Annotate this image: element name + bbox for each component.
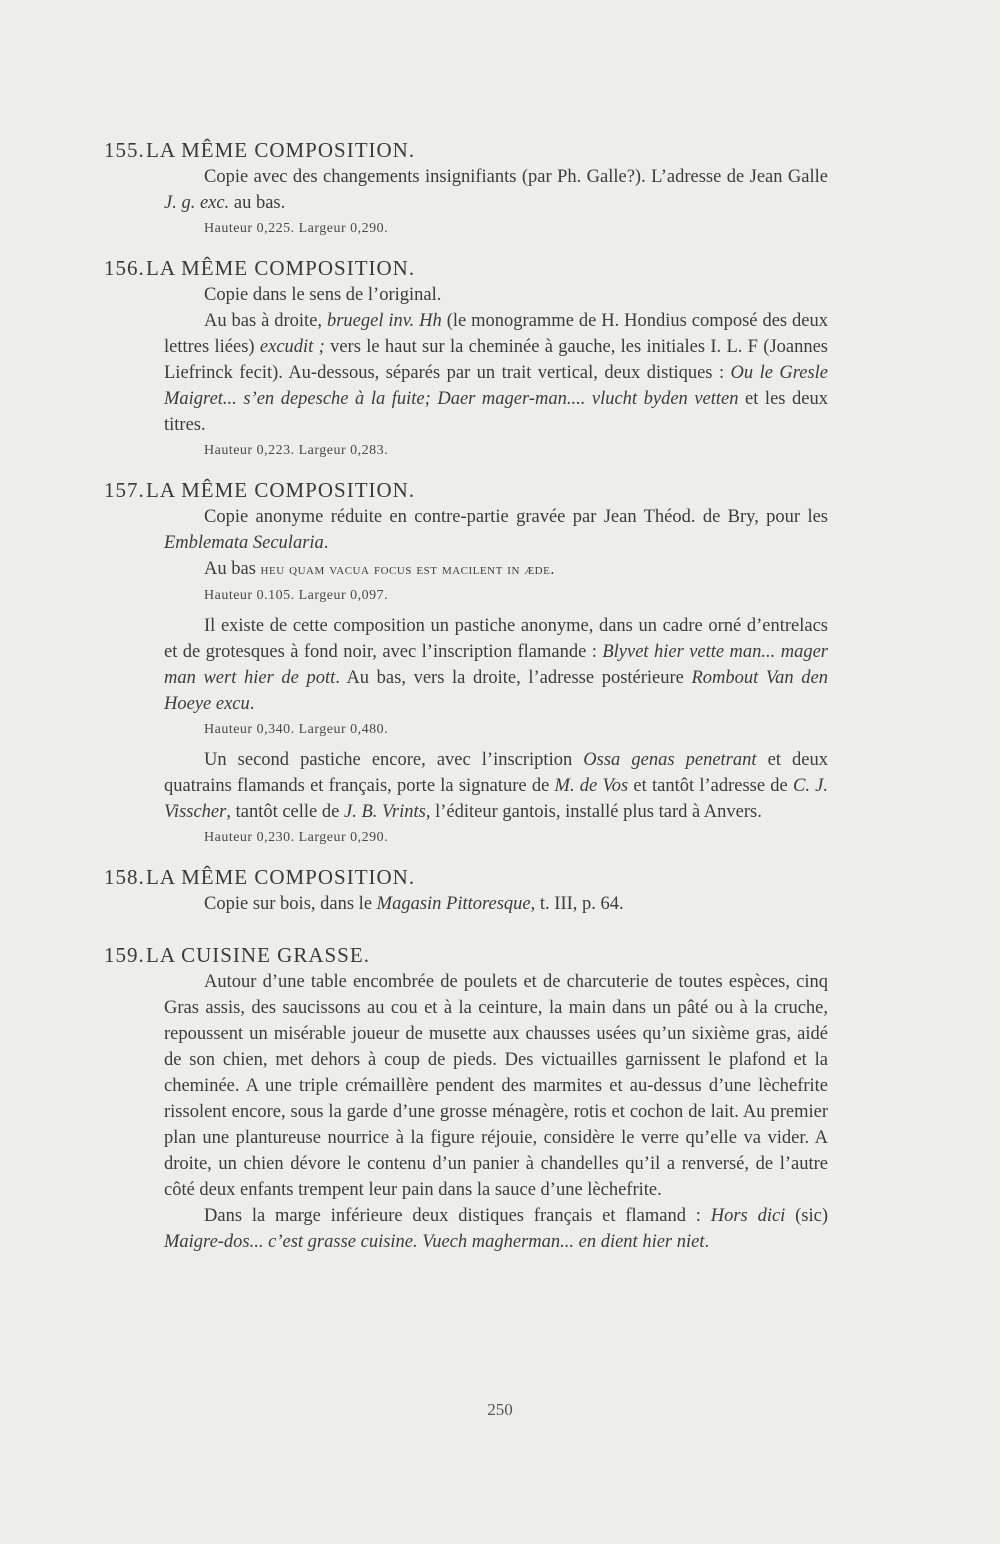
- italic-run: J. B. Vrints: [343, 802, 426, 822]
- text-run: , t. III, p. 64.: [530, 894, 624, 914]
- text-run: Il existe de cette composition un pastiche anonyme, dans un cadre orné d’entrelacs et de grotesques à fond noir, avec l’inscription flamande :: [164, 616, 828, 662]
- italic-run: bruegel inv. Hh: [326, 311, 442, 331]
- text-run: et les deux titres.: [164, 389, 828, 435]
- italic-run: Magasin Pittoresque: [376, 894, 531, 914]
- entry-paragraph: Copie dans le sens de l’original.: [204, 285, 442, 305]
- entry-heading: [104, 941, 828, 969]
- italic-run: Maigre-dos... c’est grasse cuisine. Vuech magherman... en dient hier niet: [164, 1232, 705, 1252]
- entry-heading: [104, 136, 828, 164]
- entry-paragraph: [164, 504, 828, 556]
- page-number: 250: [487, 1400, 513, 1419]
- italic-run: Ossa genas penetrant: [583, 750, 757, 770]
- dimensions: Hauteur 0,223. Largeur 0,283.: [204, 443, 389, 458]
- entry-title: LA MÊME COMPOSITION.: [146, 256, 416, 280]
- italic-run: Hors dici: [710, 1206, 786, 1226]
- dimensions: Hauteur 0,230. Largeur 0,290.: [204, 830, 389, 845]
- text-run: , tantôt celle de: [226, 802, 344, 822]
- text-run: vers le haut sur la cheminée à gauche, les initiales I. L. F (Joannes Liefrinck fecit). Au-dessous, séparés par un trait vertical, deux distiques :: [164, 337, 829, 383]
- italic-run: C. J. Visscher: [164, 776, 829, 822]
- text-run: au bas.: [229, 193, 286, 213]
- italic-run: Emblemata Secularia: [164, 533, 324, 553]
- catalogue-entry-159: [104, 941, 829, 1255]
- text-run: , l’éditeur gantois, installé plus tard à Anvers.: [425, 802, 762, 822]
- catalogue-entry-156: [104, 254, 829, 462]
- dimensions: Hauteur 0,340. Largeur 0,480.: [204, 722, 389, 737]
- italic-run: J. g. exc.: [164, 193, 230, 213]
- entry-paragraph: [164, 556, 828, 583]
- dimensions: Hauteur 0,225. Largeur 0,290.: [204, 221, 389, 236]
- dimensions: Hauteur 0.105. Largeur 0,097.: [204, 588, 389, 603]
- catalogue-entry-157: [104, 476, 829, 849]
- catalogue-entry-158: [104, 863, 828, 927]
- entry-title: LA CUISINE GRASSE.: [146, 943, 370, 967]
- italic-run: excudit ;: [259, 337, 325, 357]
- italic-run: M. de Vos: [554, 776, 629, 796]
- entry-heading: [104, 254, 828, 282]
- entry-paragraph: [164, 891, 828, 917]
- italic-run: Ou le Gresle Maigret... s’en depesche à la fuite; Daer mager-man.... vlucht byden vetten: [164, 363, 828, 409]
- text-run: Au bas à droite,: [204, 311, 327, 331]
- italic-run: Blyvet hier vette man... mager man wert hier de pott: [164, 642, 828, 688]
- text-run: . Au bas, vers la droite, l’adresse postérieure: [335, 668, 692, 688]
- text-run: et deux quatrains flamands et français, porte la signature de: [164, 750, 828, 796]
- entry-number: 155.: [104, 138, 145, 162]
- page-content: [104, 136, 829, 1269]
- entry-number: 159.: [104, 943, 145, 967]
- entry-heading: [104, 476, 828, 504]
- entry-title: LA MÊME COMPOSITION.: [146, 478, 416, 502]
- inscription-small-caps: heu quam vacua focus est macilent in ædе.: [260, 561, 555, 578]
- entry-paragraph: [164, 613, 828, 717]
- spacer: [164, 917, 828, 927]
- text-run: Copie avec des changements insignifiants (par Ph. Galle?). L’adresse de Jean Galle: [204, 167, 828, 187]
- entry-paragraph: [164, 164, 828, 216]
- entry-paragraph: [164, 308, 828, 438]
- entry-paragraph: [164, 1203, 828, 1255]
- entry-heading: [104, 863, 828, 891]
- text-run: Au bas: [204, 559, 261, 579]
- text-run: Copie anonyme réduite en contre-partie gravée par Jean Théod. de Bry, pour les: [204, 507, 828, 527]
- entry-number: 157.: [104, 478, 145, 502]
- entry-paragraph: [164, 747, 828, 825]
- text-run: Copie sur bois, dans le: [204, 894, 377, 914]
- italic-run: Rombout Van den Hoeye excu: [164, 668, 828, 714]
- entry-number: 156.: [104, 256, 145, 280]
- text-run: .: [704, 1232, 710, 1252]
- entry-paragraph: Autour d’une table encombrée de poulets et de charcuterie de toutes espèces, cinq Gras assis, des saucissons au cou et à la ceinture, la main dans un pâté ou à la cruche, repoussent un misérable joueur de musette aux chausses usées qu’un sixième gras, aidé de son chien, met dehors à coup de pieds. Des victuailles garnissent le plafond et la cheminée. A une triple crémaillère pendent des marmites et au-dessus d’une lèchefrite rissolent encore, sous la garde d’une grosse ménagère, rotis et cochon de lait. Au premier plan une plantureuse nourrice à la figure réjouie, considère le verre qu’elle va vider. A droite, un chien dévore le contenu d’un panier à chandelles qu’il a renversé, de l’autre côté deux enfants trempent leur pain dans la sauce d’une lèchefrite.: [164, 972, 828, 1200]
- text-run: Un second pastiche encore, avec l’inscription: [204, 750, 584, 770]
- entry-number: 158.: [104, 865, 145, 889]
- text-run: (sic): [785, 1206, 829, 1226]
- entry-title: LA MÊME COMPOSITION.: [146, 138, 416, 162]
- text-run: (le monogramme de H. Hondius composé des deux lettres liées): [164, 311, 828, 357]
- text-run: .: [249, 694, 255, 714]
- text-run: .: [323, 533, 329, 553]
- text-run: Dans la marge inférieure deux distiques français et flamand :: [204, 1206, 711, 1226]
- catalogue-entry-155: [104, 136, 828, 240]
- entry-title: LA MÊME COMPOSITION.: [146, 865, 416, 889]
- text-run: et tantôt l’adresse de: [628, 776, 793, 796]
